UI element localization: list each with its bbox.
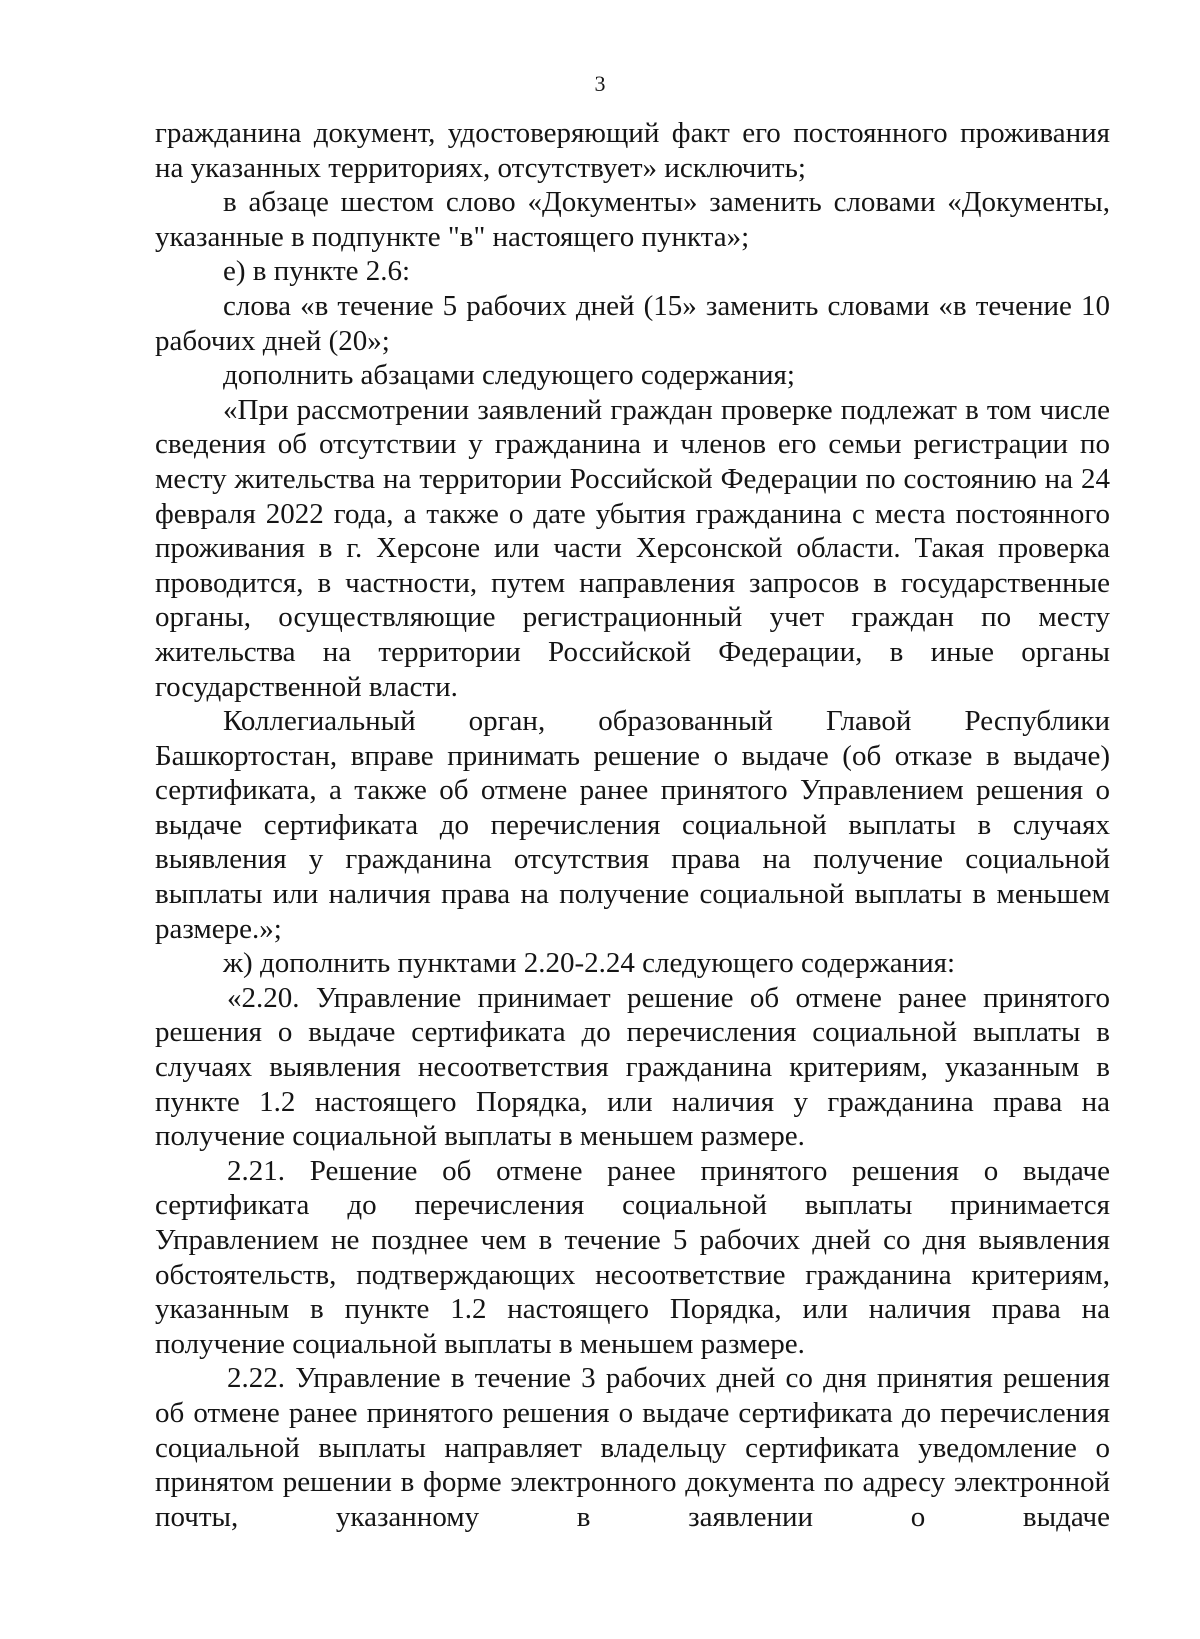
paragraph-replace-words: слова «в течение 5 рабочих дней (15» заменить словами «в течение 10 рабочих дней (20»; xyxy=(155,289,1110,357)
paragraph-amendment-paragraph-six: в абзаце шестом слово «Документы» заменить словами «Документы, указанные в подпункте "в" настоящего пункта»; xyxy=(155,186,1110,253)
document-body xyxy=(155,116,1110,1534)
paragraph-subitem-e: е) в пункте 2.6: xyxy=(223,255,411,288)
paragraph-item-2-21: 2.21. Решение об отмене ранее принятого решения о выдаче сертификата до перечисления социальной выплаты принимается Управлением не позднее чем в течение 5 рабочих дней со дня выявления обстоятельств, подтверждающих несоответствие гражданина критериям, указанным в пункте 1.2 настоящего Порядка, или наличия права на получение социальной выплаты в меньшем размере. xyxy=(155,1154,1110,1360)
paragraph-continuation: гражданина документ, удостоверяющий факт его постоянного проживания на указанных территориях, отсутствует» исключить; xyxy=(155,117,1110,184)
paragraph-item-2-20: «2.20. Управление принимает решение об отмене ранее принятого решения о выдаче сертификата до перечисления социальной выплаты в случаях выявления несоответствия гражданина критериям, указанным в пункте 1.2 настоящего Порядка, или наличия у гражданина права на получение социальной выплаты в меньшем размере. xyxy=(155,981,1110,1153)
paragraph-item-2-22: 2.22. Управление в течение 3 рабочих дней со дня принятия решения об отмене ранее принятого решения о выдаче сертификата до перечисления социальной выплаты направляет владельцу сертификата уведомление о принятом решении в форме электронного документа по адресу электронной почты, указанному в заявлении о выдаче xyxy=(155,1362,1110,1533)
page-number: 3 xyxy=(594,71,606,96)
paragraph-add-paragraphs: дополнить абзацами следующего содержания; xyxy=(223,359,795,392)
paragraph-subitem-zh: ж) дополнить пунктами 2.20-2.24 следующего содержания: xyxy=(223,947,956,980)
paragraph-collegial-body: Коллегиальный орган, образованный Главой Республики Башкортостан, вправе принимать решение о выдаче (об отказе в выдаче) сертификата, а также об отмене ранее принятого Управлением решения о выдаче сертификата до перечисления социальной выплаты в случаях выявления у гражданина отсутствия права на получение социальной выплаты или наличия права на получение социальной выплаты в меньшем размере.»; xyxy=(155,705,1110,945)
paragraph-verification: «При рассмотрении заявлений граждан проверке подлежат в том числе сведения об отсутствии у гражданина и членов его семьи регистрации по месту жительства на территории Российской Федерации по состоянию на 24 февраля 2022 года, а также о дате убытия гражданина с места постоянного проживания в г. Херсоне или части Херсонской области. Такая проверка проводится, в частности, путем направления запросов в государственные органы, осуществляющие регистрационный учет граждан по месту жительства на территории Российской Федерации, в иные органы государственной власти. xyxy=(155,393,1110,703)
